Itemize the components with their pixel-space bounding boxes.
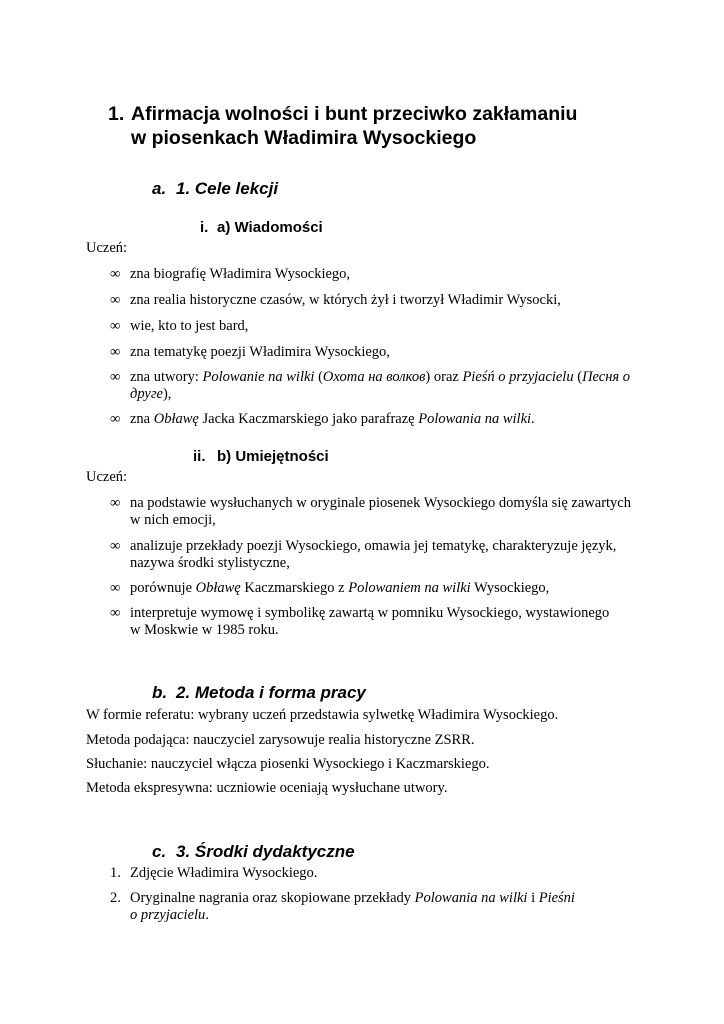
subsection-ii-title: b) Umiejętności (217, 448, 329, 465)
list-item-continuation: o przyjacielu. (130, 907, 209, 923)
section-b-title: 2. Metoda i forma pracy (176, 683, 366, 702)
list-item: zna realia historyczne czasów, w których żył i tworzył Władimir Wysocki, (130, 292, 561, 308)
bullet-icon: ∞ (110, 266, 121, 282)
title-line-2: w piosenkach Władimira Wysockiego (131, 127, 477, 149)
list-item: porównuje Obławę Kaczmarskiego z Polowaniem na wilki Wysockiego, (130, 580, 550, 596)
section-c-title: 3. Środki dydaktyczne (176, 842, 355, 861)
list-item-continuation: w Moskwie w 1985 roku. (130, 622, 279, 638)
paragraph: Metoda podająca: nauczyciel zarysowuje realia historyczne ZSRR. (86, 732, 475, 748)
bullet-icon: ∞ (110, 411, 121, 427)
uczen-label-1: Uczeń: (86, 240, 128, 256)
list-item: Oryginalne nagrania oraz skopiowane przekłady Polowania na wilki i Pieśni (130, 890, 575, 906)
bullet-icon: ∞ (110, 495, 121, 511)
list-item-continuation: друге), (130, 386, 172, 402)
list-item: zna biografię Władimira Wysockiego, (130, 266, 351, 282)
paragraph: Metoda ekspresywna: uczniowie oceniają wysłuchane utwory. (86, 780, 448, 796)
bullet-icon: ∞ (110, 580, 121, 596)
bullet-icon: ∞ (110, 344, 121, 360)
list-item: Zdjęcie Władimira Wysockiego. (130, 865, 318, 881)
bullet-icon: ∞ (110, 538, 121, 554)
section-a-label: a. (152, 179, 167, 198)
section-c-label: c. (152, 842, 167, 861)
list-item: interpretuje wymowę i symbolikę zawartą w pomniku Wysockiego, wystawionego (130, 605, 610, 621)
paragraph: Słuchanie: nauczyciel włącza piosenki Wysockiego i Kaczmarskiego. (86, 756, 490, 772)
subsection-i-label: i. (200, 219, 209, 236)
list-number: 1. (110, 865, 121, 881)
section-a-title: 1. Cele lekcji (176, 179, 279, 198)
paragraph: W formie referatu: wybrany uczeń przedstawia sylwetkę Władimira Wysockiego. (86, 707, 559, 723)
list-item: zna utwory: Polowanie na wilki (Охота на волков) oraz Pieśń o przyjacielu (Песня о (130, 369, 631, 385)
subsection-ii-label: ii. (193, 448, 206, 465)
section-b-label: b. (152, 683, 168, 702)
title-line-1: Afirmacja wolności i bunt przeciwko zakłamaniu (131, 103, 578, 125)
list-item-continuation: nazywa środki stylistyczne, (130, 555, 290, 571)
list-item: analizuje przekłady poezji Wysockiego, omawia jej tematykę, charakteryzuje język, (130, 538, 617, 554)
bullet-icon: ∞ (110, 318, 121, 334)
list-item-continuation: w nich emocji, (130, 512, 216, 528)
list-number: 2. (110, 890, 121, 906)
list-item: na podstawie wysłuchanych w oryginale piosenek Wysockiego domyśla się zawartych (130, 495, 631, 511)
title-number: 1. (108, 103, 125, 125)
list-item: wie, kto to jest bard, (130, 318, 249, 334)
bullet-icon: ∞ (110, 369, 121, 385)
uczen-label-2: Uczeń: (86, 469, 128, 485)
subsection-i-title: a) Wiadomości (217, 219, 323, 236)
bullet-icon: ∞ (110, 605, 121, 621)
list-item: zna Obławę Jacka Kaczmarskiego jako parafrazę Polowania na wilki. (130, 411, 535, 427)
list-item: zna tematykę poezji Władimira Wysockiego, (130, 344, 390, 360)
bullet-icon: ∞ (110, 292, 121, 308)
